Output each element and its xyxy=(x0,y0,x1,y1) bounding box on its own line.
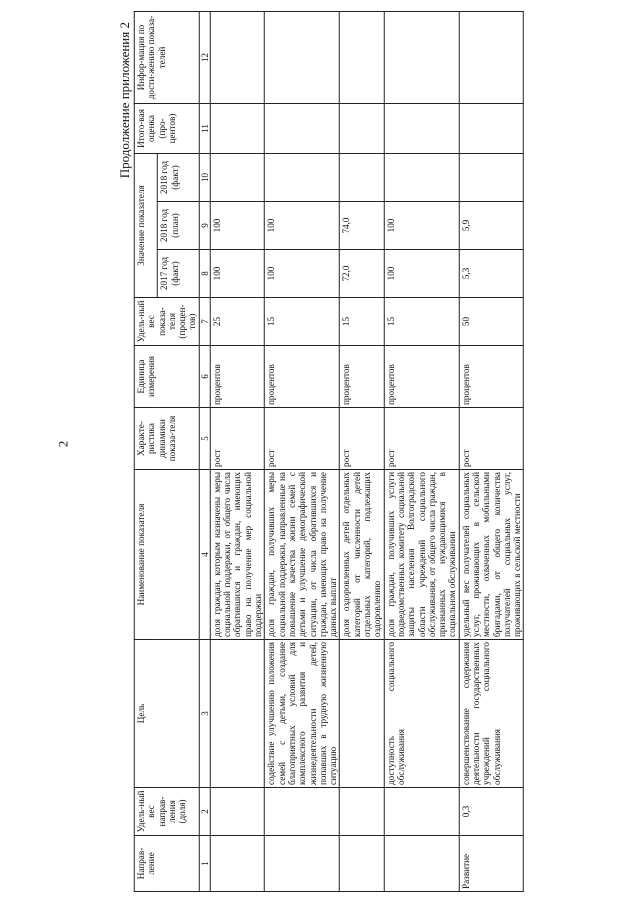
header-indicator-value-group: Значение показателя xyxy=(134,153,157,297)
table-row xyxy=(459,11,524,891)
cell-2017-fact: 72,0 xyxy=(340,250,384,298)
cell-weight: 15 xyxy=(265,298,340,346)
table-row xyxy=(265,11,340,891)
header-direction: Направ-ление xyxy=(134,836,199,892)
cell-dynamics: рост xyxy=(210,408,264,470)
cell-direction-share: 0,3 xyxy=(459,788,524,836)
cell-direction xyxy=(384,836,459,892)
column-number: 12 xyxy=(199,11,210,103)
cell-total-score xyxy=(210,103,264,153)
indicators-table xyxy=(134,11,524,892)
header-achievement-info: Инфор-мация по дости-жению показа-телей xyxy=(134,11,199,103)
cell-goal: содействие улучшению положения семей с детьми, создание благоприятных условий для комплексного развития и жизнедеятельности детей, попавших в трудную жизненную ситуацию xyxy=(265,640,340,788)
table-row xyxy=(210,11,264,891)
cell-unit: процентов xyxy=(265,346,340,408)
cell-total-score xyxy=(384,103,459,153)
cell-indicator-name: доля граждан, получивших услуги подведомственных комитету социальной защиты населения Волгоградской области учреждений социального обслуживания, от общего числа граждан, признанных нуждающимися в социальном обслуживании xyxy=(384,470,459,640)
header-2018-plan: 2018 год (план) xyxy=(158,202,199,250)
cell-unit: процентов xyxy=(340,346,384,408)
column-number: 2 xyxy=(199,788,210,836)
column-number: 4 xyxy=(199,470,210,640)
cell-direction xyxy=(340,836,384,892)
cell-total-score xyxy=(340,103,384,153)
cell-unit: процентов xyxy=(210,346,264,408)
cell-indicator-name: доля граждан, получивших меры социальной поддержки, направленные на повышение качества жизни семей с детьми и улучшение демографической ситуации, от числа обратившихся и граждан, имеющих право на получение данных выплат xyxy=(265,470,340,640)
column-number: 8 xyxy=(199,250,210,298)
cell-2017-fact: 100 xyxy=(265,250,340,298)
cell-2018-plan: 100 xyxy=(384,202,459,250)
cell-weight: 15 xyxy=(384,298,459,346)
header-indicator-name: Наименование показателя xyxy=(134,470,199,640)
cell-unit: процентов xyxy=(384,346,459,408)
table-row xyxy=(384,11,459,891)
cell-2018-plan: 100 xyxy=(265,202,340,250)
cell-weight: 15 xyxy=(340,298,384,346)
header-row-top xyxy=(134,11,157,891)
header-dynamics: Характе-ристика динамики показа-теля xyxy=(134,408,199,470)
cell-direction xyxy=(210,836,264,892)
cell-indicator-name: доля граждан, которым назначены меры социальной поддержки, от общего числа обратившихся и граждан, имеющих право на получение мер социальной поддержки xyxy=(210,470,264,640)
cell-2017-fact: 5,3 xyxy=(459,250,524,298)
cell-direction-share xyxy=(210,788,264,836)
header-2017-fact: 2017 год (факт) xyxy=(158,250,199,298)
cell-direction-share xyxy=(384,788,459,836)
cell-goal xyxy=(340,640,384,788)
cell-dynamics: рост xyxy=(384,408,459,470)
column-number: 10 xyxy=(199,153,210,201)
cell-2017-fact: 100 xyxy=(384,250,459,298)
cell-2018-plan: 100 xyxy=(210,202,264,250)
header-unit: Единица измерения xyxy=(134,346,199,408)
cell-direction-share xyxy=(265,788,340,836)
cell-dynamics: рост xyxy=(265,408,340,470)
cell-2018-fact xyxy=(384,153,459,201)
page-number: 2 xyxy=(55,440,71,448)
column-number-row xyxy=(199,11,210,891)
appendix-caption: Продолжение приложения 2 xyxy=(116,22,132,179)
table-row xyxy=(340,11,384,891)
cell-total-score xyxy=(459,103,524,153)
cell-2018-fact xyxy=(210,153,264,201)
cell-2018-fact xyxy=(340,153,384,201)
cell-indicator-name: доля оздоровленных детей отдельных категорий от численности детей отдельных категорий, подлежащих оздоровлению xyxy=(340,470,384,640)
header-indicator-weight: Удель-ный вес показа-теля (процен-тов) xyxy=(134,298,199,346)
header-2018-fact: 2018 год (факт) xyxy=(158,153,199,201)
cell-dynamics: рост xyxy=(459,408,524,470)
column-number: 6 xyxy=(199,346,210,408)
column-number: 7 xyxy=(199,298,210,346)
header-goal: Цель xyxy=(134,640,199,788)
cell-2018-plan: 74,0 xyxy=(340,202,384,250)
cell-direction xyxy=(265,836,340,892)
cell-2018-fact xyxy=(459,153,524,201)
cell-achievement-info xyxy=(459,11,524,103)
cell-direction-share xyxy=(340,788,384,836)
cell-weight: 50 xyxy=(459,298,524,346)
header-direction-share: Удель-ный вес направ-ления (доля) xyxy=(134,788,199,836)
cell-achievement-info xyxy=(384,11,459,103)
column-number: 3 xyxy=(199,640,210,788)
cell-2017-fact: 100 xyxy=(210,250,264,298)
cell-goal xyxy=(210,640,264,788)
cell-achievement-info xyxy=(265,11,340,103)
cell-achievement-info xyxy=(210,11,264,103)
column-number: 5 xyxy=(199,408,210,470)
cell-achievement-info xyxy=(340,11,384,103)
cell-weight: 25 xyxy=(210,298,264,346)
cell-indicator-name: удельный вес получателей социальных услуг, проживающих в сельской местности, охваченных мобильными бригадами, от общего количества получателей социальных услуг, проживающих в сельской местности xyxy=(459,470,524,640)
cell-total-score xyxy=(265,103,340,153)
cell-dynamics: рост xyxy=(340,408,384,470)
column-number: 11 xyxy=(199,103,210,153)
cell-2018-fact xyxy=(265,153,340,201)
rotated-page-content xyxy=(116,12,524,892)
cell-unit: процентов xyxy=(459,346,524,408)
cell-goal: совершенствование содержания деятельности государственных учреждений социального обслуживания xyxy=(459,640,524,788)
column-number: 9 xyxy=(199,202,210,250)
cell-goal: доступность социального обслуживания xyxy=(384,640,459,788)
column-number: 1 xyxy=(199,836,210,892)
header-total-score: Итого-вая оценка (про-центов) xyxy=(134,103,199,153)
cell-2018-plan: 5,9 xyxy=(459,202,524,250)
cell-direction: Развитие xyxy=(459,836,524,892)
